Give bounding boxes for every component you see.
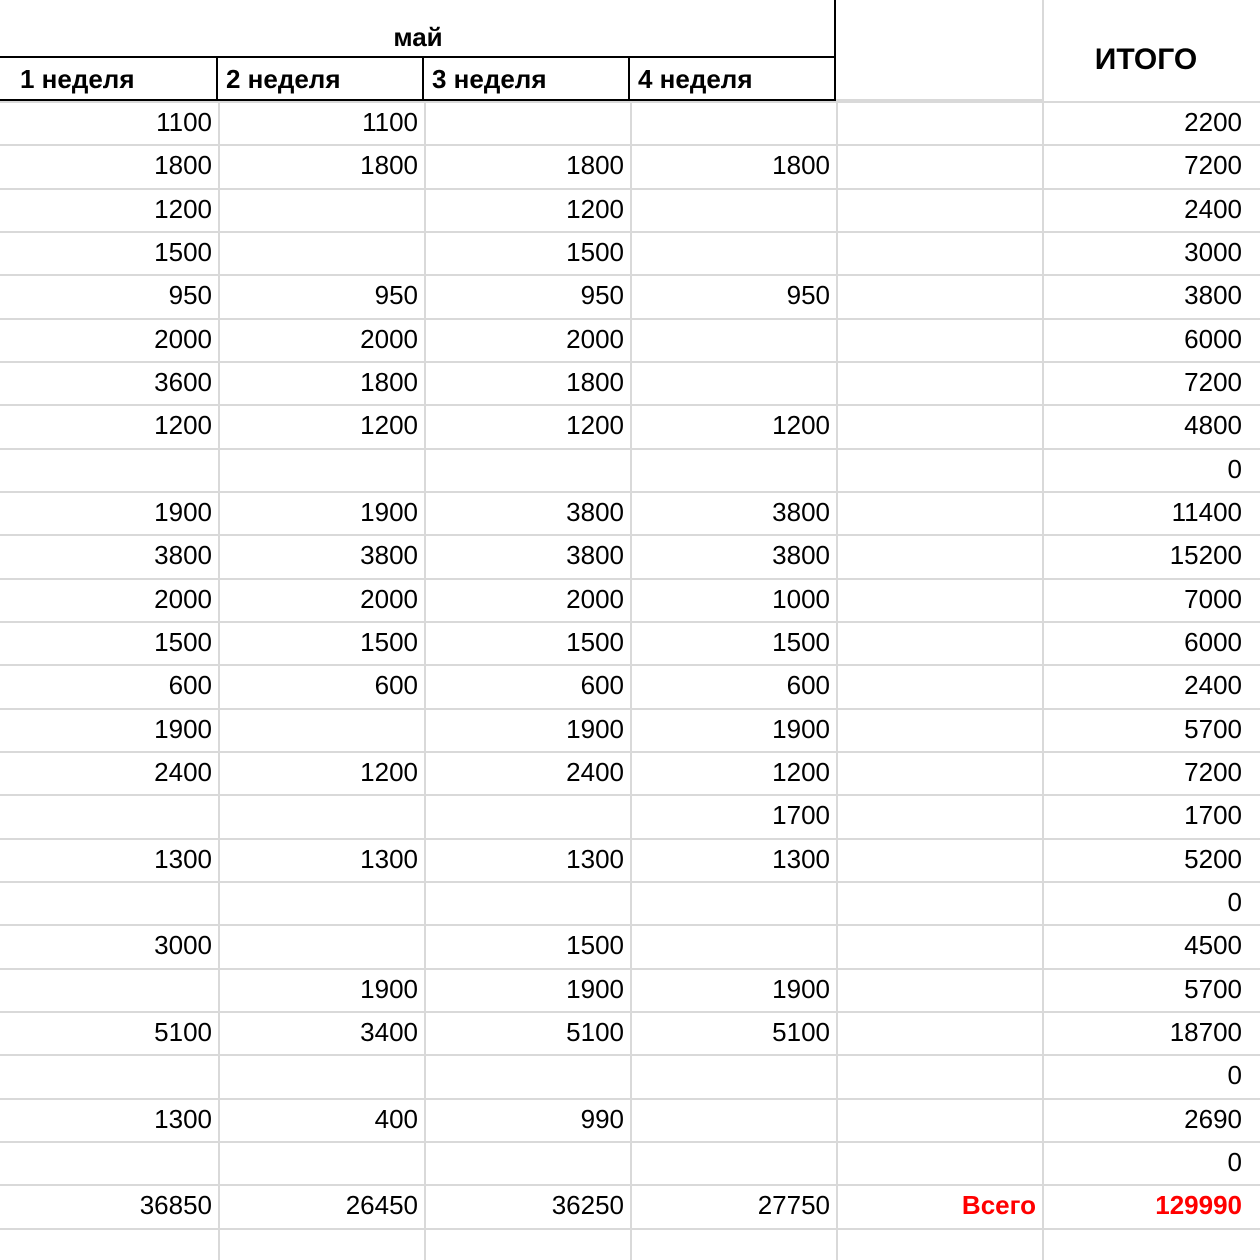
week-cell[interactable]: 1500 [360, 627, 418, 657]
week-cell[interactable]: 3800 [566, 497, 624, 527]
week-cell[interactable] [630, 881, 836, 924]
week-cell[interactable]: 1900 [566, 974, 624, 1004]
week-cell[interactable] [0, 968, 218, 1011]
week-cell[interactable]: 950 [580, 280, 624, 310]
week-sum-cell[interactable]: 36250 [551, 1190, 624, 1220]
week-cell[interactable] [630, 101, 836, 144]
week-cell[interactable] [218, 881, 424, 924]
total-cell[interactable]: 4500 [1184, 930, 1242, 960]
week-cell[interactable]: 1200 [566, 410, 624, 440]
week-cell[interactable]: 950 [168, 280, 212, 310]
total-cell[interactable]: 5700 [1184, 714, 1242, 744]
week-cell[interactable]: 1500 [566, 627, 624, 657]
week-cell[interactable]: 1800 [154, 150, 212, 180]
week-cell[interactable]: 5100 [154, 1017, 212, 1047]
week-cell[interactable]: 1500 [566, 930, 624, 960]
week-cell[interactable]: 600 [168, 670, 212, 700]
week-cell[interactable]: 1900 [154, 497, 212, 527]
total-cell[interactable]: 1700 [1184, 800, 1242, 830]
week-cell[interactable]: 2400 [154, 757, 212, 787]
week-cell[interactable]: 1800 [360, 150, 418, 180]
week-cell[interactable]: 1200 [566, 194, 624, 224]
week-cell[interactable]: 1900 [360, 974, 418, 1004]
week-cell[interactable] [218, 708, 424, 751]
week-cell[interactable]: 1000 [772, 584, 830, 614]
total-cell[interactable]: 4800 [1184, 410, 1242, 440]
week-cell[interactable]: 1300 [360, 844, 418, 874]
total-cell[interactable]: 11400 [1171, 497, 1242, 527]
total-header[interactable]: ИТОГО [1094, 43, 1198, 76]
total-cell[interactable]: 2400 [1184, 194, 1242, 224]
week-cell[interactable] [0, 881, 218, 924]
week-sum-cell[interactable]: 26450 [345, 1190, 418, 1220]
week-cell[interactable]: 2000 [154, 584, 212, 614]
week-header-3[interactable]: 3 неделя [432, 64, 547, 94]
week-cell[interactable]: 3600 [154, 367, 212, 397]
total-cell[interactable]: 3000 [1184, 237, 1242, 267]
grand-label[interactable]: Всего [961, 1190, 1036, 1220]
week-cell[interactable] [218, 1141, 424, 1184]
week-cell[interactable]: 1300 [154, 1104, 212, 1134]
week-cell[interactable] [424, 794, 630, 837]
week-cell[interactable]: 1200 [772, 410, 830, 440]
week-cell[interactable] [424, 1141, 630, 1184]
total-cell[interactable]: 0 [1227, 454, 1242, 484]
week-cell[interactable]: 1200 [360, 757, 418, 787]
week-cell[interactable]: 400 [374, 1104, 418, 1134]
week-cell[interactable] [424, 101, 630, 144]
week-cell[interactable]: 1800 [566, 150, 624, 180]
total-cell[interactable]: 0 [1227, 887, 1242, 917]
total-cell[interactable]: 2400 [1184, 670, 1242, 700]
week-cell[interactable]: 1500 [566, 237, 624, 267]
week-cell[interactable]: 1300 [566, 844, 624, 874]
week-cell[interactable]: 2400 [566, 757, 624, 787]
week-cell[interactable]: 2000 [360, 324, 418, 354]
week-cell[interactable]: 990 [580, 1104, 624, 1134]
week-cell[interactable]: 1800 [772, 150, 830, 180]
total-cell[interactable]: 7200 [1184, 757, 1242, 787]
week-cell[interactable] [424, 881, 630, 924]
week-cell[interactable]: 2000 [360, 584, 418, 614]
week-cell[interactable] [0, 448, 218, 491]
week-header-2[interactable]: 2 неделя [226, 64, 341, 94]
week-cell[interactable] [424, 1054, 630, 1097]
week-header-1[interactable]: 1 неделя [20, 64, 135, 94]
week-cell[interactable]: 5100 [772, 1017, 830, 1047]
week-cell[interactable]: 1800 [360, 367, 418, 397]
week-cell[interactable] [0, 1054, 218, 1097]
week-header-4[interactable]: 4 неделя [638, 64, 753, 94]
week-cell[interactable]: 1200 [154, 410, 212, 440]
total-cell[interactable]: 5700 [1184, 974, 1242, 1004]
week-cell[interactable] [630, 361, 836, 404]
week-cell[interactable]: 1500 [772, 627, 830, 657]
week-cell[interactable]: 1900 [566, 714, 624, 744]
week-cell[interactable] [0, 794, 218, 837]
total-cell[interactable]: 5200 [1184, 844, 1242, 874]
week-cell[interactable] [630, 1054, 836, 1097]
total-cell[interactable]: 7000 [1184, 584, 1242, 614]
grand-total[interactable]: 129990 [1155, 1190, 1242, 1220]
total-cell[interactable]: 0 [1227, 1060, 1242, 1090]
week-cell[interactable]: 1100 [156, 107, 212, 137]
week-cell[interactable]: 1900 [772, 974, 830, 1004]
week-cell[interactable] [218, 231, 424, 274]
week-cell[interactable]: 1200 [154, 194, 212, 224]
week-cell[interactable] [0, 1141, 218, 1184]
week-cell[interactable]: 2000 [566, 324, 624, 354]
week-cell[interactable]: 1200 [772, 757, 830, 787]
week-cell[interactable]: 1700 [772, 800, 830, 830]
week-cell[interactable]: 3000 [154, 930, 212, 960]
total-cell[interactable]: 3800 [1184, 280, 1242, 310]
week-cell[interactable]: 1300 [154, 844, 212, 874]
week-cell[interactable] [630, 924, 836, 967]
week-cell[interactable]: 600 [374, 670, 418, 700]
week-cell[interactable] [630, 1141, 836, 1184]
week-cell[interactable]: 1500 [154, 627, 212, 657]
week-cell[interactable] [630, 448, 836, 491]
week-cell[interactable]: 1200 [360, 410, 418, 440]
week-cell[interactable]: 1300 [772, 844, 830, 874]
week-cell[interactable] [630, 1098, 836, 1141]
week-cell[interactable]: 3800 [566, 540, 624, 570]
week-cell[interactable]: 1100 [362, 107, 418, 137]
total-cell[interactable]: 2690 [1184, 1104, 1242, 1134]
grid-line-h [0, 1228, 1260, 1230]
week-cell[interactable]: 3800 [154, 540, 212, 570]
week-cell[interactable]: 600 [786, 670, 830, 700]
total-cell[interactable]: 2200 [1184, 107, 1242, 137]
week-cell[interactable]: 3800 [772, 540, 830, 570]
week-cell[interactable] [630, 188, 836, 231]
total-cell[interactable]: 0 [1227, 1147, 1242, 1177]
week-cell[interactable]: 1900 [154, 714, 212, 744]
week-cell[interactable]: 5100 [566, 1017, 624, 1047]
week-cell[interactable]: 3800 [360, 540, 418, 570]
total-cell[interactable]: 7200 [1184, 367, 1242, 397]
week-cell[interactable] [630, 318, 836, 361]
week-cell[interactable] [218, 794, 424, 837]
week-sum-cell[interactable]: 36850 [139, 1190, 212, 1220]
week-cell[interactable]: 1900 [772, 714, 830, 744]
week-cell[interactable] [218, 188, 424, 231]
week-cell[interactable]: 600 [580, 670, 624, 700]
total-cell[interactable]: 7200 [1184, 150, 1242, 180]
week-cell[interactable]: 1900 [360, 497, 418, 527]
month-header[interactable]: май [393, 22, 443, 52]
week-sum-cell[interactable]: 27750 [757, 1190, 830, 1220]
total-cell[interactable]: 6000 [1184, 324, 1242, 354]
week-cell[interactable] [218, 924, 424, 967]
week-cell[interactable] [630, 231, 836, 274]
week-cell[interactable]: 2000 [154, 324, 212, 354]
week-cell[interactable]: 950 [786, 280, 830, 310]
week-cell[interactable]: 3800 [772, 497, 830, 527]
week-cell[interactable] [218, 1054, 424, 1097]
week-cell[interactable]: 1800 [566, 367, 624, 397]
week-cell[interactable]: 950 [374, 280, 418, 310]
total-cell[interactable]: 18700 [1169, 1017, 1242, 1047]
week-cell[interactable] [218, 448, 424, 491]
week-cell[interactable] [424, 448, 630, 491]
week-cell[interactable]: 1500 [154, 237, 212, 267]
total-cell[interactable]: 15200 [1169, 540, 1242, 570]
week-cell[interactable]: 3400 [360, 1017, 418, 1047]
week-cell[interactable]: 2000 [566, 584, 624, 614]
total-cell[interactable]: 6000 [1184, 627, 1242, 657]
